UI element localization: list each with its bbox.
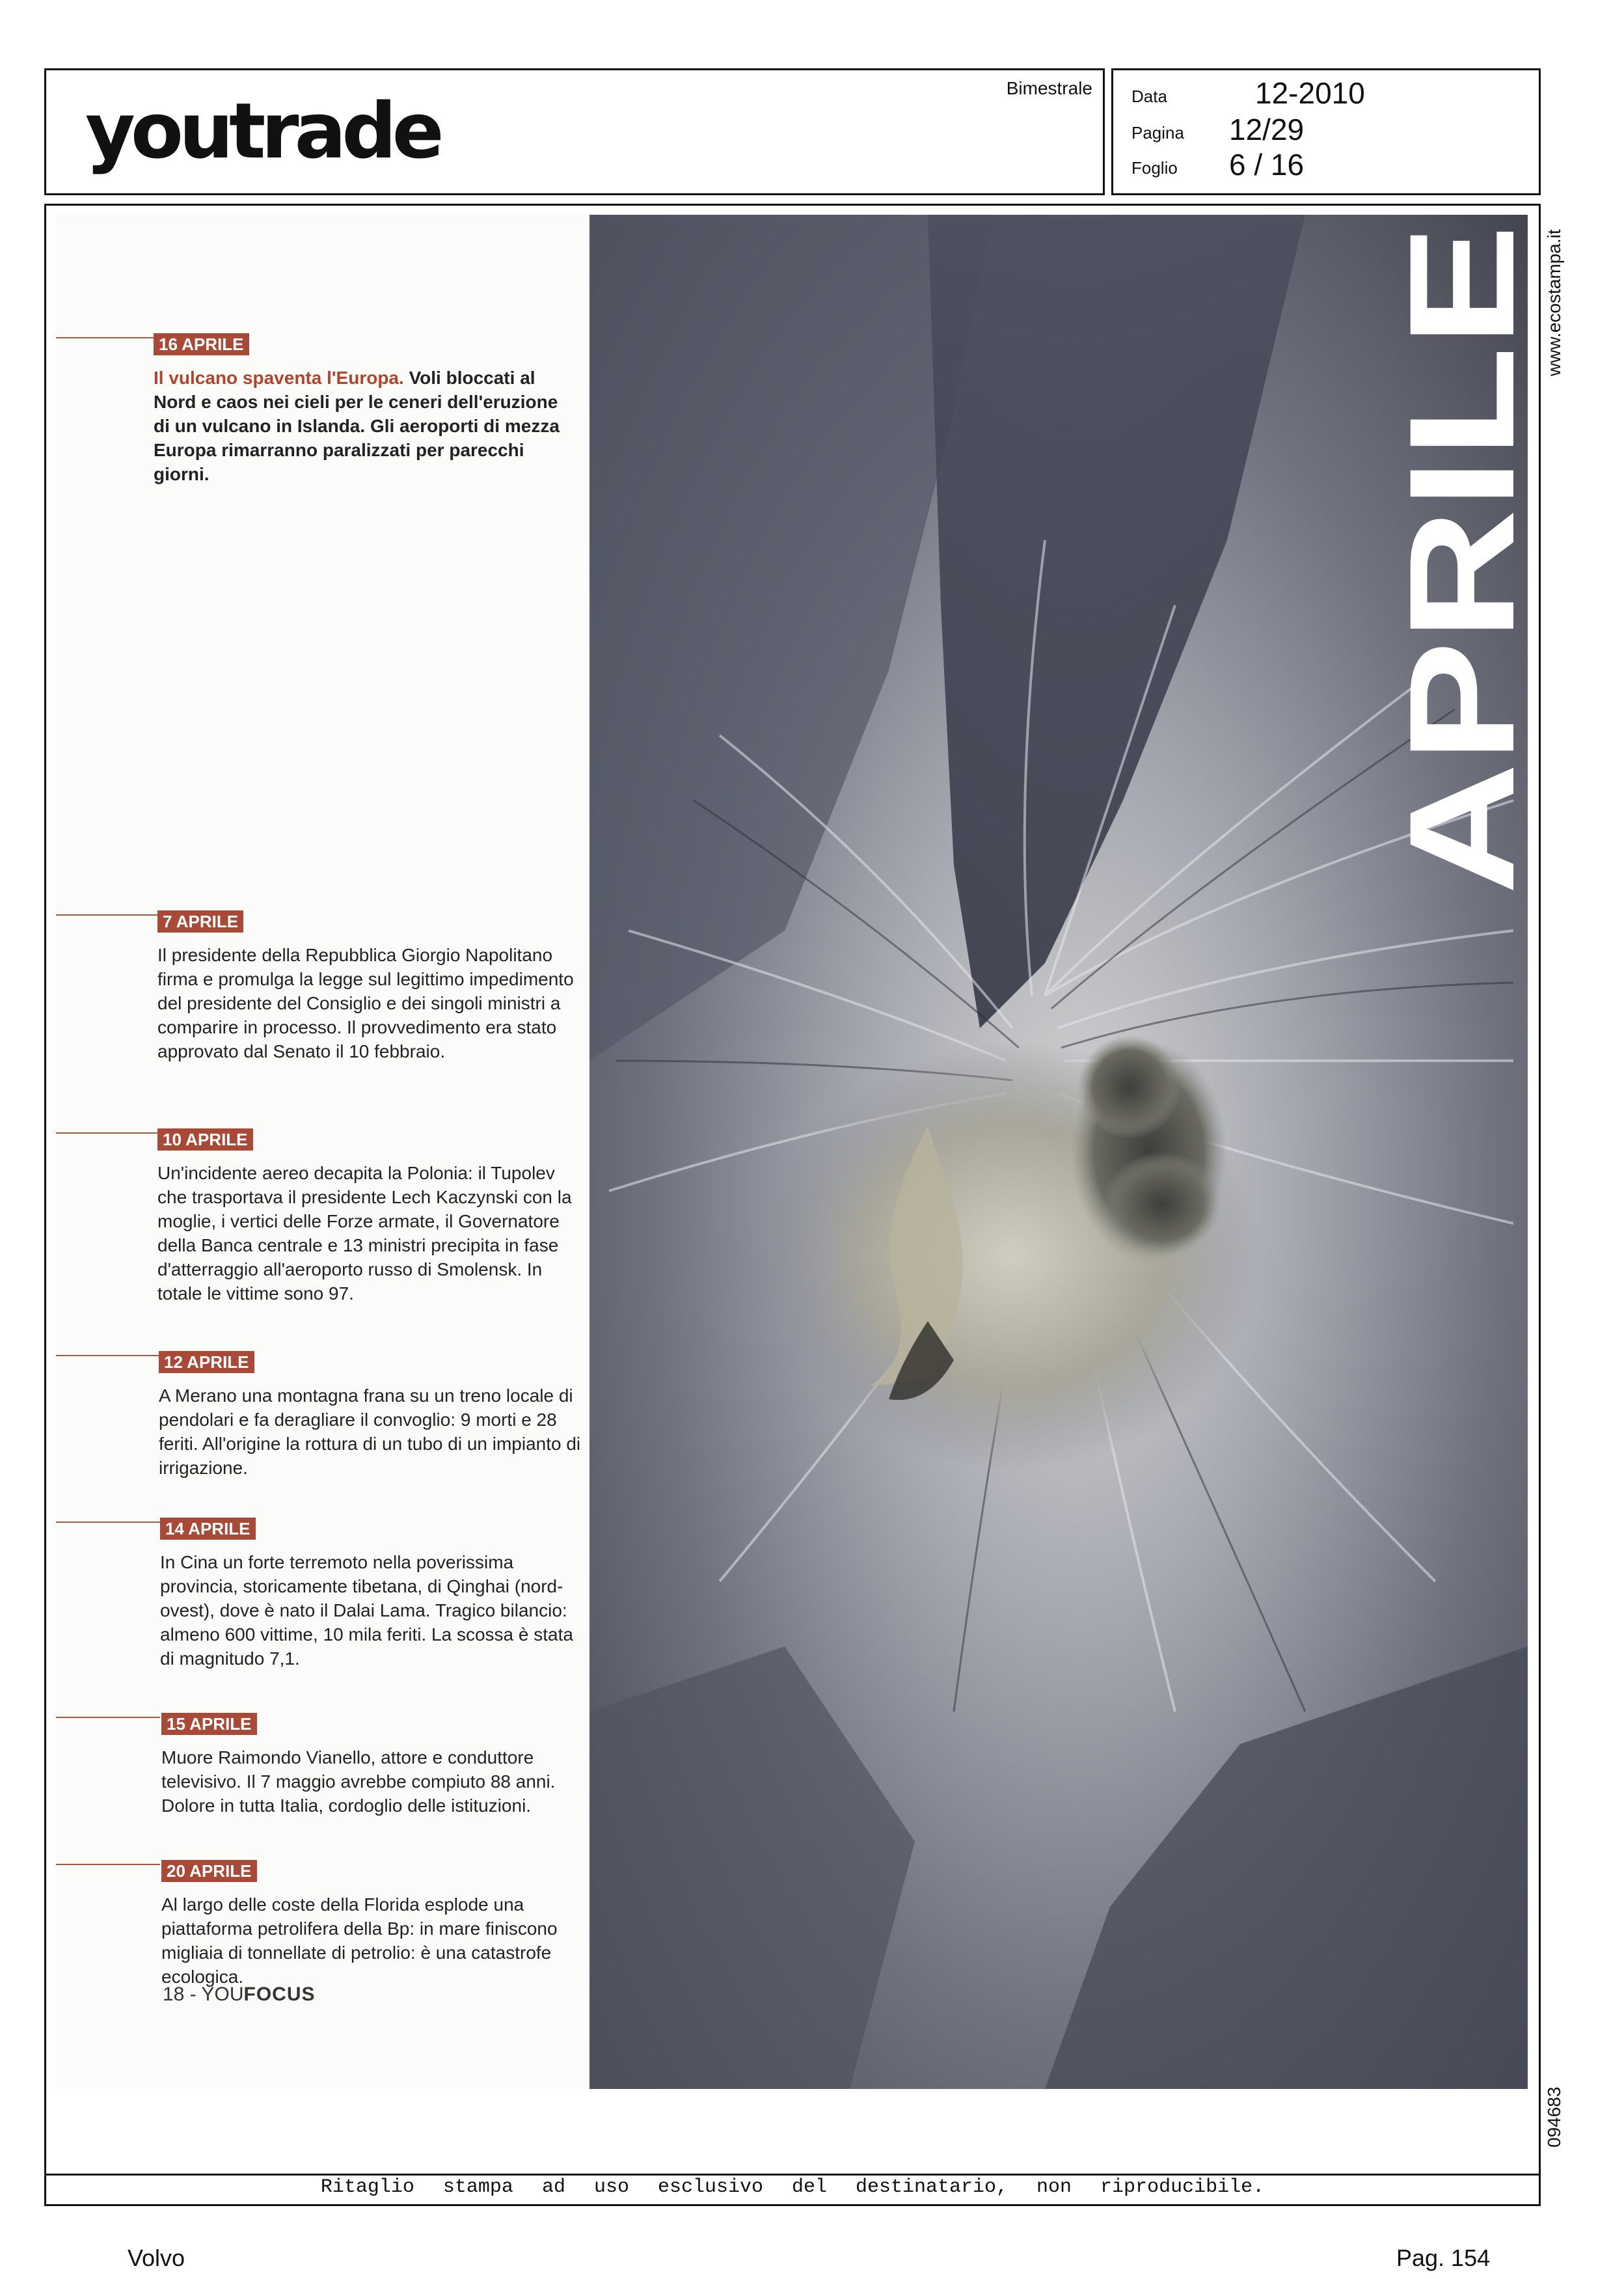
entry-rule: [56, 1132, 160, 1134]
page-folio: [163, 1984, 316, 2006]
date-badge: 20 APRILE: [161, 1860, 257, 1882]
meta-label: Data: [1131, 87, 1167, 106]
entry-body: Un'incidente aereo decapita la Polonia: il Tupolev che trasportava il presidente Lech Kaczynski con la moglie, i vertici delle Forze armate, il Governatore della Banca centrale e 13 ministri precipita in fase d'atterraggio all'aeroporto russo di Smolensk. In totale le vittime sono 97.: [157, 1163, 572, 1303]
date-badge: 14 APRILE: [160, 1518, 256, 1540]
entry-body: Muore Raimondo Vianello, attore e conduttore televisivo. Il 7 maggio avrebbe compiuto 88 anni. Dolore in tutta Italia, cordoglio delle istituzioni.: [161, 1747, 556, 1816]
publication-logo: youtrade: [85, 86, 440, 176]
meta-box: [1111, 68, 1541, 195]
date-badge: 7 APRILE: [157, 910, 243, 933]
periodicity-label: Bimestrale: [1006, 78, 1092, 98]
entry-rule: [56, 1717, 160, 1718]
entry-text: [154, 366, 576, 486]
month-title: APRILE: [1378, 346, 1545, 895]
meta-value: 6 / 16: [1229, 148, 1305, 182]
entry-body: Il presidente della Repubblica Giorgio Napolitano firma e promulga la legge sul legittimo impedimento del presidente del Consiglio e dei singoli ministri a comparire in processo. Il provvedimento era stato approvato dal Senato il 10 febbraio.: [157, 945, 574, 1061]
entry-rule: [56, 337, 160, 338]
folio-brand: FOCUS: [243, 1984, 316, 2005]
meta-value: 12-2010: [1255, 76, 1365, 110]
entry-body: Voli bloccati al Nord e caos nei cieli per le ceneri dell'eruzione di un vulcano in Islanda. Gli aeroporti di mezza Europa rimarranno paralizzati per parecchi giorni.: [154, 368, 560, 484]
header-box: [44, 68, 1105, 195]
entry-highlight: Il vulcano spaventa l'Europa.: [154, 368, 404, 388]
folio-prefix: 18 - YOU: [163, 1984, 244, 2005]
clip-divider: [44, 2174, 1541, 2176]
date-badge: 12 APRILE: [159, 1351, 254, 1373]
month-title-graphic: [1378, 218, 1545, 901]
entry-body: A Merano una montagna frana su un treno locale di pendolari e fa deragliare il convoglio: 9 morti e 28 feriti. All'origine la rottura di un tubo di un impianto di irrigazione.: [159, 1385, 581, 1478]
website-label: www.ecostampa.it: [1544, 229, 1564, 376]
entry-body: Al largo delle coste della Florida esplode una piattaforma petrolifera della Bp: in mare finiscono migliaia di tonnellate di petrolio: è una catastrofe ecologica.: [161, 1894, 558, 1987]
date-badge: 15 APRILE: [161, 1713, 257, 1735]
meta-value: 12/29: [1229, 113, 1305, 146]
meta-label: Foglio: [1131, 158, 1178, 178]
entry-rule: [56, 1864, 160, 1865]
entry-body: In Cina un forte terremoto nella poverissima provincia, storicamente tibetana, di Qinghai (nord-ovest), dove è nato il Dalai Lama. Tragico bilancio: almeno 600 vittime, 10 mila feriti. La scossa è stata di magnitudo 7,1.: [160, 1552, 573, 1669]
news-column: [56, 215, 599, 2089]
meta-label: Pagina: [1131, 123, 1184, 143]
date-badge: 16 APRILE: [154, 333, 249, 355]
client-name: Volvo: [128, 2245, 185, 2271]
entry-rule: [56, 914, 160, 916]
archive-code: 094683: [1544, 2086, 1564, 2148]
page-number: Pag. 154: [1396, 2245, 1491, 2271]
date-badge: 10 APRILE: [157, 1128, 253, 1151]
clip-notice: Ritaglio stampa ad uso esclusivo del destinatario, non riproducibile.: [320, 2176, 1265, 2198]
entry-rule: [56, 1355, 160, 1356]
entry-rule: [56, 1522, 160, 1523]
